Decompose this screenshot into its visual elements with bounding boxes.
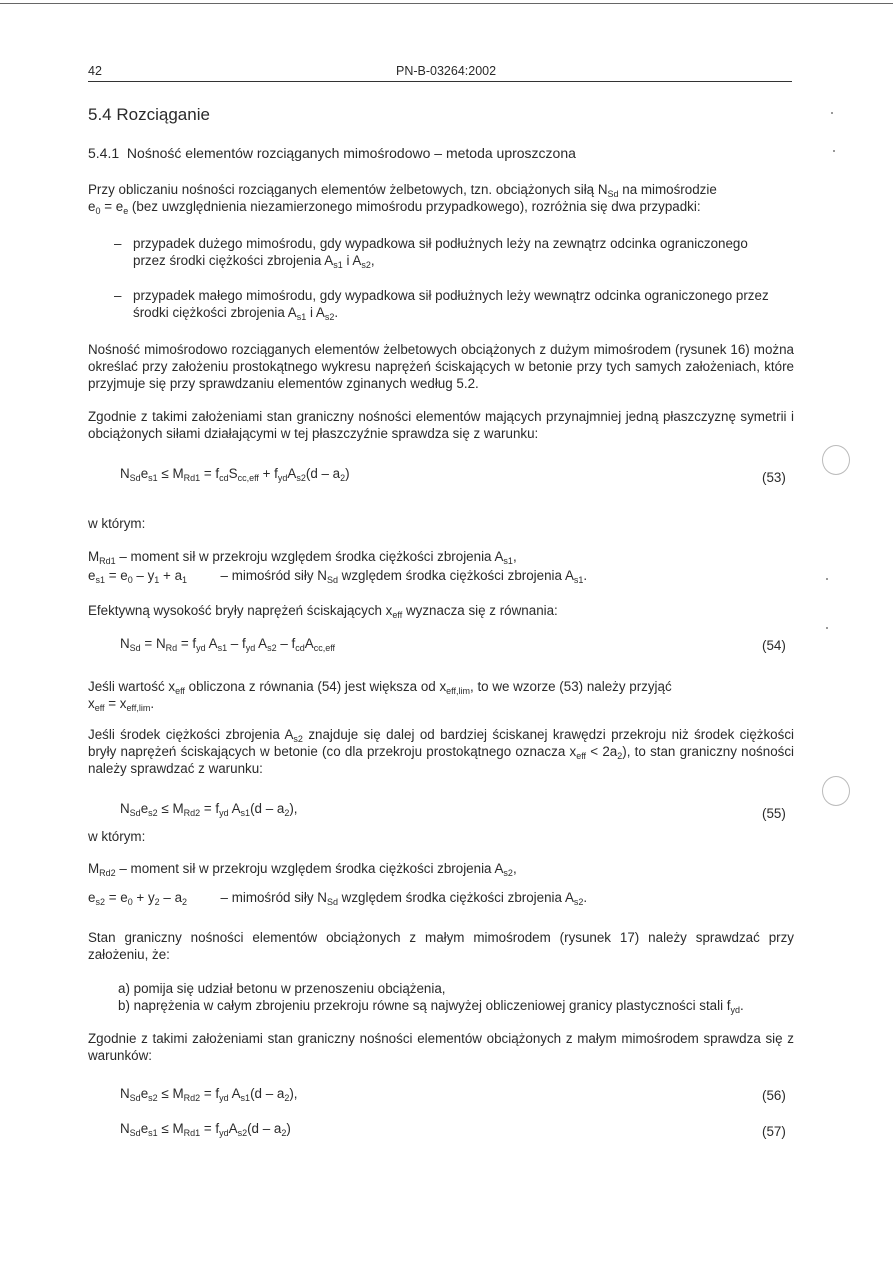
definition-es1: $e_{s1} = e_0 - y_1 + a_1$ – mimośród siły $N_{Sd}$ względem środka ciężkości zbrojenia $A_{s1}$. <box>88 568 588 585</box>
scan-speck <box>826 627 828 629</box>
list-item-a: a) pomija się udział betonu w przenoszeniu obciążenia, <box>118 981 446 996</box>
scan-blot <box>822 776 850 806</box>
equation-number-57: (57) <box>762 1124 786 1139</box>
paragraph-intro: Przy obliczaniu nośności rozciąganych elementów żelbetowych, tzn. obciążonych siłą $N_{Sd}$ na mimośrodzie $e_0 = e_e$ (bez uwzględnienia niezamierzonego mimośrodu przypadkowego), rozróżnia się dwa przypadki: <box>88 182 717 216</box>
section-title <box>88 106 210 123</box>
definition-MRd2: $M_{Rd2}$ – moment sił w przekroju względem środka ciężkości zbrojenia $A_{s2}$, <box>88 861 517 878</box>
where-label: w którym: <box>88 516 146 531</box>
page-header <box>88 61 792 82</box>
subsection-number: 5.4.1 <box>88 145 120 161</box>
paragraph-small-eccentricity: Stan graniczny nośności elementów obciążonych z małym mimośrodem (rysunek 17) należy sprawdzać przy założeniu, że: <box>88 930 794 962</box>
equation-54: $N_{Sd} = N_{Rd} = f_{yd}$ $A_{s1} - f_{yd}$ $A_{s2} - f_{cd}A_{cc,eff}$ <box>120 636 336 653</box>
equation-53: $N_{Sd}e_{s1} \le M_{Rd1} = f_{cd}S_{cc,eff} + f_{yd}A_{s2}(d - a_2)$ <box>120 466 350 483</box>
standard-code: PN-B-03264:2002 <box>396 64 497 78</box>
scan-top-edge <box>0 3 893 4</box>
paragraph-condition: Zgodnie z takimi założeniami stan graniczny nośności elementów mających przynajmniej jedną płaszczyznę symetrii i obciążonych siłami działającymi w tej płaszczyźnie sprawdza się z warunku: <box>88 409 794 441</box>
paragraph-As2-position: Jeśli środek ciężkości zbrojenia $A_{s2}$ znajduje się dalej od bardziej ściskanej krawędzi przekroju niż środek ciężkości bryły naprężeń ściskających w betonie (co dla przekroju prostokątnego oznacza $x_{eff} < 2a_2$), to stan graniczny nośności należy sprawdzać z warunku: <box>88 727 795 776</box>
paragraph-small-conditions: Zgodnie z takimi założeniami stan graniczny nośności elementów obciążonych z małym mimośrodem sprawdza się z warunków: <box>88 1031 794 1063</box>
bullet-dash: – <box>114 288 122 303</box>
equation-number-56: (56) <box>762 1088 786 1103</box>
subsection-name: Nośność elementów rozciąganych mimośrodowo – metoda uproszczona <box>126 145 576 161</box>
equation-56: $N_{Sd}e_{s2} \le M_{Rd2} = f_{yd}$ $A_{s1}(d - a_2)$, <box>120 1086 298 1103</box>
list-item-b: b) naprężenia w całym zbrojeniu przekroju równe są najwyżej obliczeniowej granicy plastyczności stali $f_{yd}$. <box>118 998 744 1015</box>
equation-number-55: (55) <box>762 806 786 821</box>
scan-speck <box>833 150 835 152</box>
subsection-title <box>88 145 576 162</box>
definition-MRd1: $M_{Rd1}$ – moment sił w przekroju względem środka ciężkości zbrojenia $A_{s1}$, <box>88 549 517 566</box>
equation-number-53: (53) <box>762 470 786 485</box>
paragraph-large-eccentricity: Nośność mimośrodowo rozciąganych elementów żelbetowych obciążonych z dużym mimośrodem (rysunek 16) można określać przy założeniu prostokątnego wykresu naprężeń ściskających w betonie przy tych samych założeniach, które przyjmuje się przy sprawdzaniu elementów zginanych według 5.2. <box>88 342 794 391</box>
bullet-small-eccentricity: – przypadek małego mimośrodu, gdy wypadkowa sił podłużnych leży wewnątrz odcinka ograniczonego przez środki ciężkości zbrojenia $A_{s1}$ i $A_{s2}$. <box>114 288 769 322</box>
page-number: 42 <box>88 64 102 78</box>
equation-57: $N_{Sd}e_{s1} \le M_{Rd1} = f_{yd}A_{s2}(d - a_2)$ <box>120 1121 291 1138</box>
bullet-large-eccentricity: – przypadek dużego mimośrodu, gdy wypadkowa sił podłużnych leży na zewnątrz odcinka ograniczonego przez środki ciężkości zbrojenia $A_{s1}$ i $A_{s2}$, <box>114 236 748 270</box>
scan-speck <box>826 578 828 580</box>
section-name: Rozciąganie <box>116 105 210 124</box>
scan-blot <box>822 445 850 475</box>
definition-es2: $e_{s2} = e_0 + y_2 - a_2$ – mimośród siły $N_{Sd}$ względem środka ciężkości zbrojenia $A_{s2}$. <box>88 890 588 907</box>
section-number: 5.4 <box>88 105 112 124</box>
paragraph-effective-height: Efektywną wysokość bryły naprężeń ściskających $x_{eff}$ wyznacza się z równania: <box>88 603 558 620</box>
equation-55: $N_{Sd}e_{s2} \le M_{Rd2} = f_{yd}$ $A_{s1}(d - a_2)$, <box>120 801 298 818</box>
scan-speck <box>831 112 833 114</box>
equation-number-54: (54) <box>762 638 786 653</box>
where-label-2: w którym: <box>88 829 146 844</box>
bullet-dash: – <box>114 236 122 251</box>
paragraph-xeff-limit: Jeśli wartość $x_{eff}$ obliczona z równania (54) jest większa od $x_{eff,lim}$, to we wzorze (53) należy przyjąć $x_{eff} = x_{eff,lim}$. <box>88 679 672 713</box>
